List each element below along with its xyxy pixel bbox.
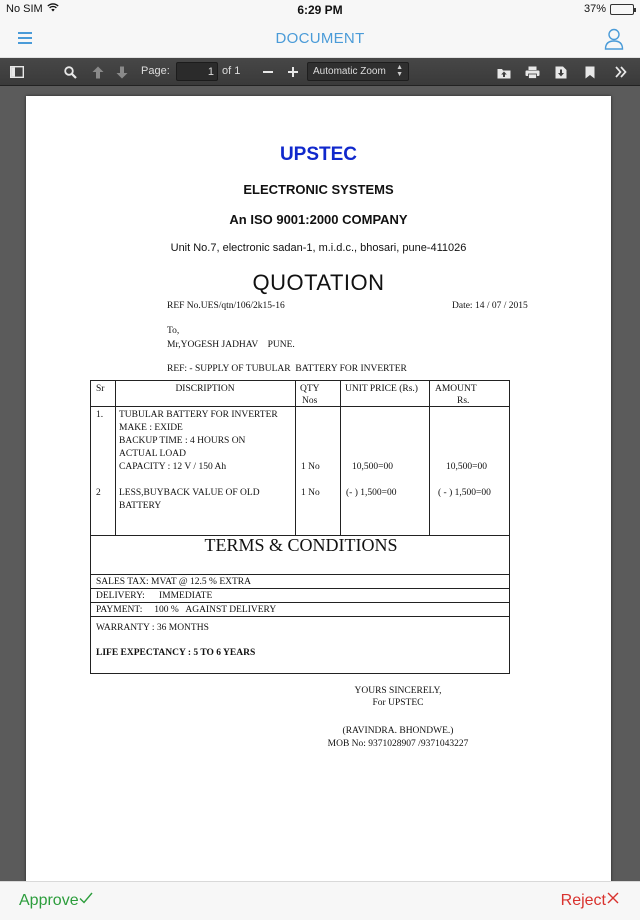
status-bar — [0, 0, 640, 20]
signatory-mobile: MOB No: 9371028907 /9371043227 — [327, 739, 469, 749]
row-1-amount: 10,500=00 — [446, 462, 487, 472]
row-2-desc-line: LESS,BUYBACK VALUE OF OLD — [119, 488, 260, 498]
pdf-viewer[interactable] — [0, 86, 640, 881]
table-divider — [91, 602, 509, 603]
table-divider — [91, 616, 509, 617]
reference-number: REF No.UES/qtn/106/2k15-16 — [167, 301, 285, 311]
term-life-expectancy: LIFE EXPECTANCY : 5 TO 6 YEARS — [96, 648, 256, 658]
table-divider — [295, 381, 296, 535]
reject-label: Reject — [560, 891, 606, 909]
header-qty: QTY — [300, 384, 320, 394]
terms-heading: TERMS & CONDITIONS — [204, 535, 398, 555]
row-1-qty: 1 No — [301, 462, 320, 472]
battery-icon — [610, 4, 634, 15]
row-1-desc-line: BACKUP TIME : 4 HOURS ON — [119, 436, 246, 446]
zoom-select-value: Automatic Zoom — [313, 66, 386, 77]
nav-bar — [0, 20, 640, 58]
header-amount-unit: Rs. — [457, 396, 470, 406]
status-right — [584, 3, 634, 15]
row-1-desc-line: MAKE : EXIDE — [119, 423, 183, 433]
term-warranty: WARRANTY : 36 MONTHS — [96, 623, 209, 633]
row-1-desc-line: ACTUAL LOAD — [119, 449, 186, 459]
document-heading: QUOTATION — [252, 270, 385, 295]
select-arrows-icon: ▲ ▼ — [396, 64, 403, 78]
bookmark-icon[interactable] — [581, 63, 599, 81]
user-profile-icon[interactable] — [604, 28, 624, 50]
company-address: Unit No.7, electronic sadan-1, m.i.d.c., bhosari, pune-411026 — [170, 242, 467, 254]
term-sales-tax: SALES TAX: MVAT @ 12.5 % EXTRA — [96, 577, 251, 587]
next-page-icon[interactable] — [113, 63, 131, 81]
page-count-label: of 1 — [222, 65, 241, 77]
row-1-sr: 1. — [96, 410, 104, 420]
table-divider — [115, 381, 116, 535]
search-icon[interactable] — [61, 63, 79, 81]
document-date: Date: 14 / 07 / 2015 — [452, 301, 528, 311]
approve-button[interactable] — [19, 891, 93, 910]
term-payment: PAYMENT: 100 % AGAINST DELIVERY — [96, 605, 277, 615]
company-subtitle: ELECTRONIC SYSTEMS — [243, 182, 394, 197]
header-qty-unit: Nos — [302, 396, 318, 406]
header-sr: Sr — [96, 384, 105, 394]
signatory-name: (RAVINDRA. BHONDWE.) — [342, 726, 454, 736]
iso-line: An ISO 9001:2000 COMPANY — [229, 212, 408, 227]
table-divider — [91, 406, 509, 407]
zoom-out-icon[interactable] — [259, 63, 277, 81]
print-icon[interactable] — [523, 63, 541, 81]
status-time: 6:29 PM — [297, 3, 343, 17]
subject-line: REF: - SUPPLY OF TUBULAR BATTERY FOR INVERTER — [167, 364, 407, 374]
download-icon[interactable] — [552, 63, 570, 81]
header-description: DISCRIPTION — [175, 384, 235, 394]
row-1-unit-price: 10,500=00 — [352, 462, 393, 472]
row-2-amount: ( - ) 1,500=00 — [438, 488, 491, 498]
zoom-in-icon[interactable] — [284, 63, 302, 81]
zoom-select[interactable] — [307, 62, 409, 81]
toggle-sidebar-icon[interactable] — [8, 63, 26, 81]
closing-sincerely: YOURS SINCERELY, — [354, 686, 442, 696]
row-2-sr: 2 — [96, 488, 101, 498]
quotation-table — [90, 380, 510, 674]
header-unit-price: UNIT PRICE (Rs.) — [345, 384, 418, 394]
approve-label: Approve — [19, 891, 79, 909]
closing-for: For UPSTEC — [372, 698, 424, 708]
nav-title: DOCUMENT — [275, 30, 365, 47]
checkmark-icon — [79, 891, 93, 910]
row-2-qty: 1 No — [301, 488, 320, 498]
table-divider — [340, 381, 341, 535]
pdf-toolbar — [0, 58, 640, 86]
company-name: UPSTEC — [279, 144, 358, 165]
table-divider — [91, 588, 509, 589]
table-divider — [91, 574, 509, 575]
row-2-unit-price: (- ) 1,500=00 — [346, 488, 397, 498]
previous-page-icon[interactable] — [89, 63, 107, 81]
battery-percent: 37% — [583, 3, 606, 15]
row-1-desc-line: TUBULAR BATTERY FOR INVERTER — [119, 410, 278, 420]
table-divider — [429, 381, 430, 535]
page-label: Page: — [141, 65, 170, 77]
page-number-input[interactable] — [176, 62, 218, 81]
header-amount: AMOUNT — [435, 384, 477, 394]
pdf-page — [26, 96, 611, 881]
recipient-to: To, — [167, 326, 180, 336]
reject-button[interactable] — [561, 891, 620, 910]
row-2-desc-line: BATTERY — [119, 501, 162, 511]
action-bar — [0, 881, 640, 920]
term-delivery: DELIVERY: IMMEDIATE — [96, 591, 213, 601]
recipient-name: Mr,YOGESH JADHAV PUNE. — [167, 340, 295, 350]
carrier-label: No SIM — [6, 3, 43, 15]
open-file-icon[interactable] — [495, 63, 513, 81]
tools-chevron-icon[interactable] — [612, 63, 630, 81]
close-icon — [606, 891, 620, 910]
row-1-desc-line: CAPACITY : 12 V / 150 Ah — [119, 462, 227, 472]
